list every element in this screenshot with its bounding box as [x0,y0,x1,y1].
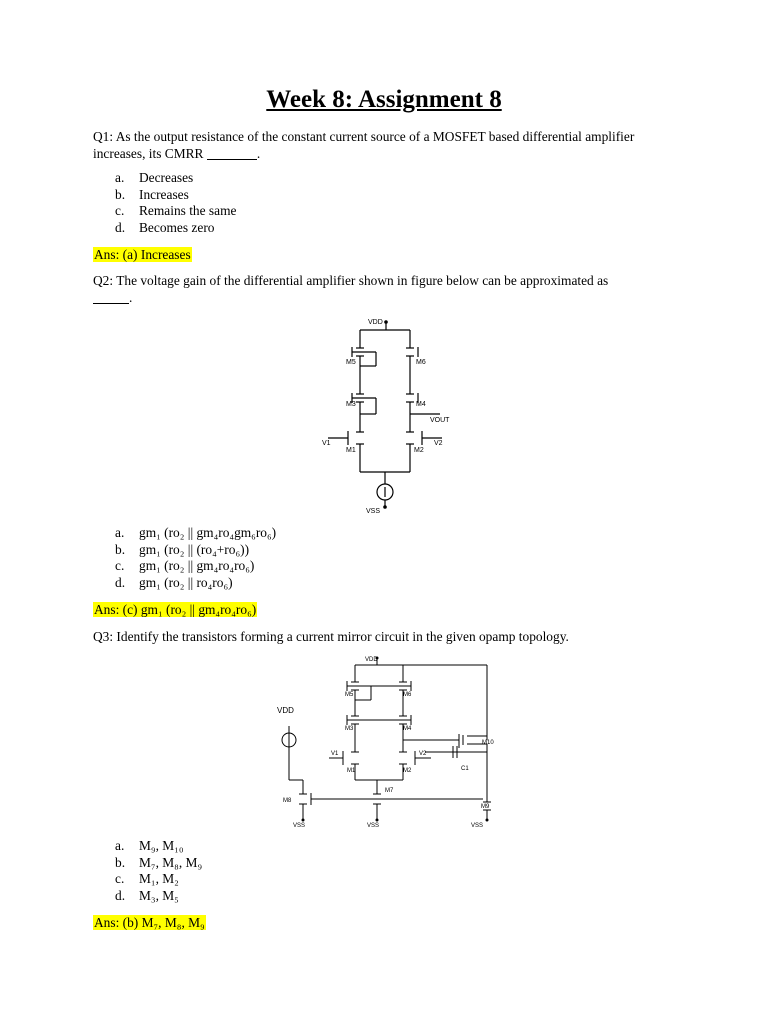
option-1c: c. Remains the same [115,203,237,219]
option-1a: a. Decreases [115,170,194,185]
label-vss: VSS [366,508,381,514]
answer-3: Ans: (b) M₇, M₈, M₉ [94,915,205,930]
label-m7: M7 [385,788,394,794]
question-2-text: Q2: The voltage gain of the differential amplifier shown in figure below can be approximated as [93,273,609,288]
page-title: Week 8: Assignment 8 [266,86,502,113]
label-v1: V1 [331,751,339,757]
label-v1: V1 [322,440,331,447]
label-m9: M9 [481,804,490,810]
option-1d: d. Becomes zero [115,219,215,235]
diff-amp-figure [310,314,460,514]
label-vdd-left: VDD [277,706,294,715]
label-m4: M4 [416,401,426,408]
label-vout: VOUT [430,417,450,424]
option-3b: b. M₇, M₈, M₉ [115,854,203,870]
question-3-options [115,838,202,904]
label-m5: M5 [346,359,356,366]
label-vss-1: VSS [293,823,306,829]
label-m2: M2 [403,768,412,774]
option-2a: a. gm₁ (ro₂ || gm₄ro₄gm₆ro₆) [115,525,277,540]
label-m1: M1 [347,768,356,774]
label-m6: M6 [416,359,426,366]
label-m5: M5 [345,692,354,698]
question-2: Q2: The voltage gain of the differential amplifier shown in figure below can be approximated as . [93,273,609,305]
label-m3: M3 [346,401,356,408]
answer-1: Ans: (a) Increases [94,247,191,262]
label-m1: M1 [346,447,356,454]
label-m3: M3 [345,726,354,732]
question-3-text: Q3: Identify the transistors forming a current mirror circuit in the given opamp topology. [93,629,569,644]
option-3d: d. M₃, M₅ [115,887,179,903]
label-vdd: VDD [368,319,383,326]
label-m6: M6 [403,692,412,698]
label-vdd-top: VDD [365,657,378,663]
label-m8: M8 [283,798,292,804]
question-1-text: Q1: As the output resistance of the constant current source of a MOSFET based differential amplifier increases, its CMRR [93,129,635,161]
label-vss-2: VSS [367,823,380,829]
option-2c: c. gm₁ (ro₂ || gm₄ro₄ro₆) [115,558,255,574]
label-m2: M2 [414,447,424,454]
label-v2: V2 [434,440,443,447]
label-m4: M4 [403,726,412,732]
opamp-figure [275,652,500,830]
answer-2: Ans: (c) gm₁ (ro₂ || gm₄ro₄ro₆) [94,602,257,617]
option-3a: a. M₉, M₁₀ [115,838,184,853]
question-2-blank [93,291,129,304]
question-3 [93,628,678,645]
label-v2: V2 [419,751,427,757]
label-vss-3: VSS [471,823,484,829]
question-2-options [115,525,276,591]
option-2b: b. gm₁ (ro₂ || (ro₄+ro₆)) [115,541,250,557]
option-2d: d. gm₁ (ro₂ || ro₄ro₆) [115,574,233,590]
question-1-options [115,170,236,236]
question-1: Q1: As the output resistance of the constant current source of a MOSFET based differential amplifier increases, its CMRR . [93,129,635,161]
option-1b: b. Increases [115,186,189,202]
option-3c: c. M₁, M₂ [115,871,179,887]
label-c1: C1 [461,766,469,772]
question-1-blank [207,147,257,160]
label-m10: M10 [482,740,494,746]
